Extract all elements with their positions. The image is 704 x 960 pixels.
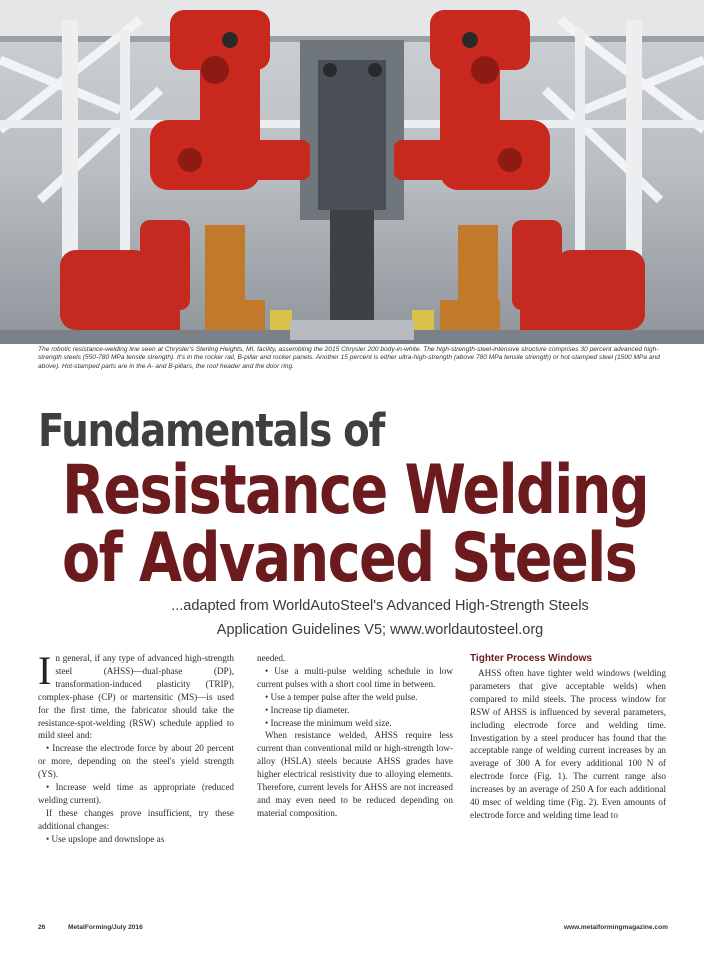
bullet-item: • Increase weld time as appropriate (reduced welding current). [38,782,234,805]
paragraph: needed. [257,653,286,663]
bullet-item: • Use a temper pulse after the weld pulse. [265,691,418,702]
subtitle-line-2: Application Guidelines V5; www.worldautosteel.org [216,622,544,638]
title-line-2: Resistance Welding [62,451,649,530]
body-column-2 [257,652,453,820]
intro-text: n general, if any type of advanced high-strength steel (AHSS)—dual-phase (DP), transformation-induced plasticity (TRIP), complex-phase (CP) or martensitic (MS)—is used for the first time, the fabricator should take the resistance-spot-welding (RSW) schedule applied to mild steel and: [38,653,234,741]
bullet-item: • Increase the minimum weld size. [265,717,392,728]
welding-line-photo [0,0,704,344]
magazine-issue: MetalForming/July 2016 [68,924,143,931]
paragraph: AHSS often have tighter weld windows (welding parameters that give acceptable welds) when compared to mild steels. The process window for RSW of AHSS is influenced by several parameters, including electrode force and welding time. Investigation by a steel producer has found that the acceptable range of welding current increases by an average of 300 A for every additional 100 N of electrode force (Fig. 1). The current range also increases by an average of 250 A for each additional 40 msec of welding time (Fig. 2). Even amounts of electrode force and welding time lead to [470,668,666,820]
subtitle-line-1: ...adapted from WorldAutoSteel's Advanced High-Strength Steels [171,598,589,614]
page-footer [38,924,668,936]
subtitle [130,594,630,642]
body-column-1 [38,648,234,846]
title-line-1: Fundamentals of [38,404,385,457]
drop-cap: I [38,648,52,693]
photo-caption: The robotic resistance-welding line seen at Chrysler's Sterling Heights, MI, facility, assembling the 2015 Chrysler 200 body-in-white. The high-strength-steel-intensive structure comprises 30 percent advanced high-strength steels (550-780 MPa tensile strength). It's in the rocker rail, B-pillar and rocker panels. Another 15 percent is either ultra-high-strength (above 780 MPa tensile strength) or hot-stamped steel (1500 MPa and above). Hot-stamped parts are in the A- and B-pillars, the roof header and the door ring. [38,346,660,370]
footer-url: www.metalformingmagazine.com [563,924,668,931]
body-column-3 [470,652,666,822]
section-heading: Tighter Process Windows [470,653,592,664]
bullet-item: • Increase the electrode force by about 20 percent or more, depending on the steel's yield strength (YS). [38,743,234,780]
page-number: 26 [38,924,46,931]
bullet-item: • Increase tip diameter. [265,704,350,715]
paragraph: If these changes prove insufficient, try these additional changes: [38,807,234,831]
intro-paragraph [38,648,234,742]
title-line-3: of Advanced Steels [62,519,637,598]
paragraph: When resistance welded, AHSS require less current than conventional mild or high-strength low-alloy (HSLA) steels because AHSS grades have higher electrical resistivity due to alloying elements. Therefore, current levels for AHSS are not increased and may even need to be reduced depending on material composition. [257,730,453,818]
bullet-item: • Use a multi-pulse welding schedule in low current pulses with a short cool time in between. [257,665,453,689]
bullet-item: • Use upslope and downslope as [46,833,165,844]
